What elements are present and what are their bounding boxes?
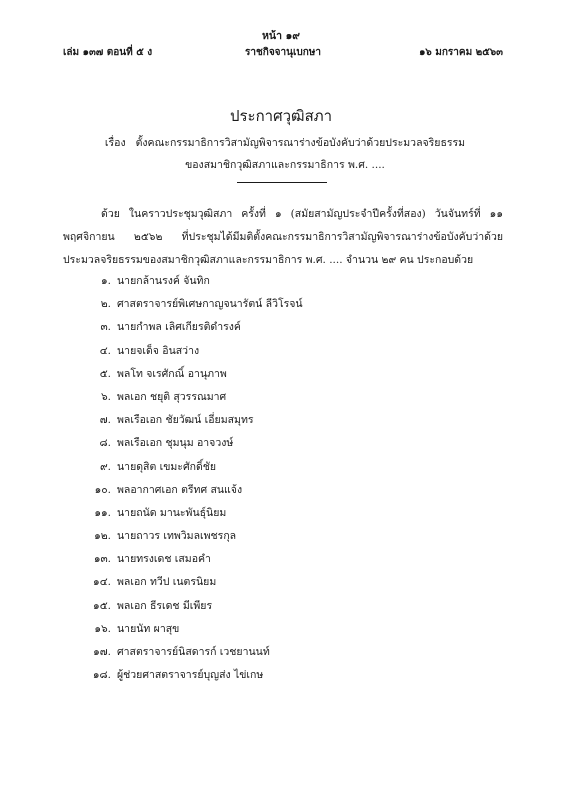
member-item [63,502,503,525]
member-number: ๑๗. [93,646,111,658]
member-number: ๑. [100,275,111,287]
member-item [63,571,503,594]
member-name: พลเรือเอก ชัยวัฒน์ เอี่ยมสมุทร [117,414,254,427]
subject-label: เรื่อง [104,137,126,149]
member-item [63,432,503,455]
member-number: ๑๓. [93,553,111,566]
member-name: นายจเด็จ อินสว่าง [117,344,200,357]
volume-issue: เล่ม ๑๓๗ ตอนที่ ๕ ง [63,47,153,58]
member-item [63,548,503,571]
member-number: ๔. [99,344,111,357]
member-number: ๑๒. [94,530,111,543]
member-number: ๘. [99,437,111,450]
divider-line [237,182,327,183]
member-number: ๙. [99,460,111,473]
member-item [63,386,503,409]
member-number: ๑๔. [93,576,111,589]
member-name: พลเอก ชยุติ สุวรรณมาศ [117,390,227,403]
member-item [63,525,503,548]
member-name: พลเอก ทวีป เนตรนิยม [117,576,217,589]
member-number: ๗. [99,414,111,427]
announcement-subject [60,132,510,176]
member-name: นายกำพล เลิศเกียรติดำรงค์ [117,321,241,334]
member-item [63,641,503,664]
member-name: พลเอก ธีรเดช มีเพียร [117,599,213,612]
member-item [63,618,503,641]
member-name: นายถนัด มานะพันธุ์นิยม [117,506,227,519]
member-name: ศาสตราจารย์นิสดารก์ เวชยานนท์ [117,646,270,658]
member-item [63,316,503,339]
body-paragraph-text: ด้วย ในคราวประชุมวุฒิสภา ครั้งที่ ๑ (สมัยสามัญประจำปีครั้งที่สอง) วันจันทร์ที่ ๑๑ พฤศจิกายน ๒๕๖๒ ที่ประชุมได้มีมติตั้งคณะกรรมาธิการวิสามัญพิจารณาร่างข้อบังคับว่าด้วยประมวลจริยธรรมของสมาชิกวุฒิสภาและกรรมาธิการ พ.ศ. .... จำนวน ๒๙ คน ประกอบด้วย [63,208,503,266]
member-name: ผู้ช่วยศาสตราจารย์บุญส่ง ไข่เกษ [117,669,264,682]
subject-text-1: ตั้งคณะกรรมาธิการวิสามัญพิจารณาร่างข้อบังคับว่าด้วยประมวลจริยธรรม [135,137,466,149]
announcement-title: ประกาศวุฒิสภา [229,107,333,125]
member-item [63,363,503,386]
member-number: ๑๕. [93,599,111,612]
member-number: ๕. [99,367,111,380]
member-name: พลเรือเอก ชุมนุม อาจวงษ์ [117,437,234,450]
subject-line-1 [60,132,510,154]
gazette-header [63,45,503,61]
member-name: นายนัท ผาสุข [117,622,180,635]
member-item [63,456,503,479]
member-name: ศาสตราจารย์พิเศษกาญจนารัตน์ ลีวิโรจน์ [117,298,303,311]
member-item [63,595,503,618]
member-number: ๖. [100,390,111,403]
member-item [63,409,503,432]
member-item [63,293,503,316]
gazette-name: ราชกิจจานุเบกษา [244,47,322,58]
member-name: นายดุสิต เขมะศักดิ์ชัย [117,460,217,473]
member-name: นายทรงเดช เสมอคำ [117,553,211,566]
body-paragraph [63,203,503,272]
member-number: ๑๖. [94,622,111,635]
member-name: นายกล้านรงค์ จันทิก [117,275,210,287]
member-number: ๑๑. [94,506,111,519]
member-item [63,340,503,363]
member-item [63,270,503,293]
member-item [63,479,503,502]
member-number: ๒. [100,298,111,311]
member-number: ๑๐. [94,483,111,496]
member-number: ๑๘. [92,669,111,682]
member-name: พลโท จเรศักณิ์ อานุภาพ [117,367,227,380]
member-name: พลอากาศเอก ตรีทศ สนแจ้ง [117,483,243,496]
member-list [63,270,503,687]
subject-line-2: ของสมาชิกวุฒิสภาและกรรมาธิการ พ.ศ. .... [185,159,385,171]
page-number: หน้า ๑๙ [261,30,300,42]
member-number: ๓. [100,321,111,334]
member-item [63,664,503,687]
member-name: นายถาวร เทพวิมลเพชรกุล [117,530,237,543]
publication-date: ๑๖ มกราคม ๒๕๖๓ [419,47,503,58]
